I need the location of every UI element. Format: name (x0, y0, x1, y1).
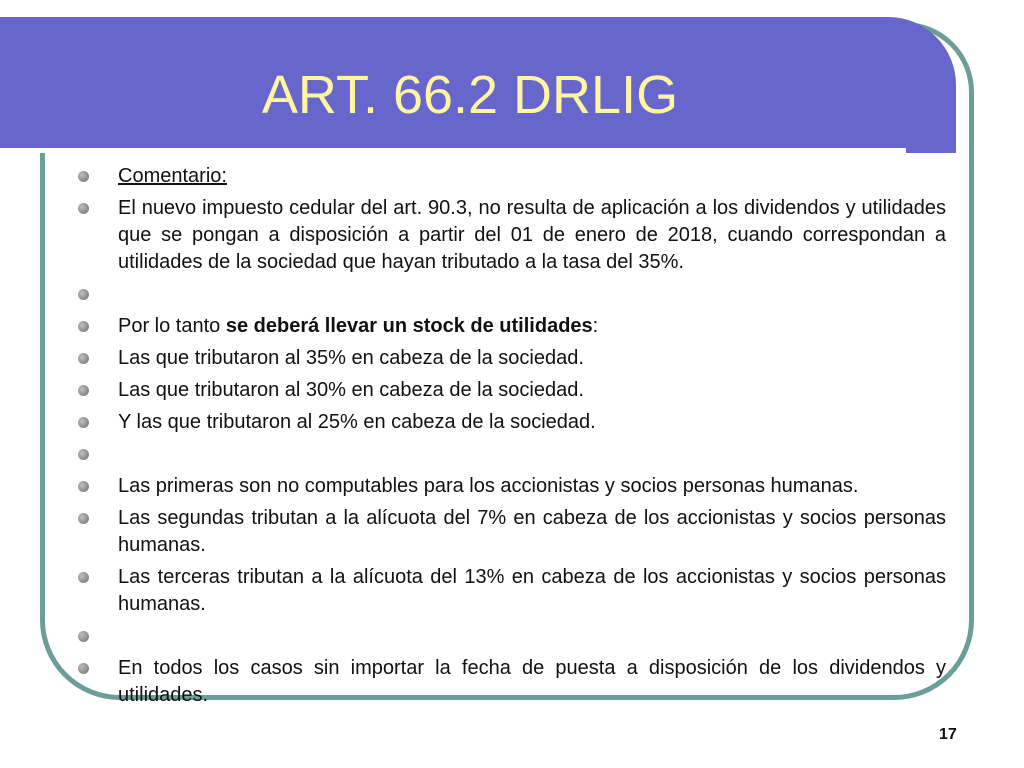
bullet-icon (78, 289, 89, 300)
list-item (78, 313, 946, 340)
bullet-list (78, 163, 946, 714)
bullet-icon (78, 385, 89, 396)
bullet-text: Las que tributaron al 30% en cabeza de la sociedad. (118, 379, 584, 401)
bullet-icon (78, 513, 89, 524)
list-item (78, 655, 946, 709)
bullet-text-prefix: Por lo tanto (118, 315, 226, 337)
bullet-text: El nuevo impuesto cedular del art. 90.3, no resulta de aplicación a los dividendos y utilidades que se pongan a disposición a partir del 01 de enero de 2018, cuando correspondan a utilidades de la sociedad que hayan tributado a la tasa del 35%. (118, 197, 946, 273)
list-item (78, 409, 946, 436)
bullet-icon (78, 481, 89, 492)
bullet-icon (78, 321, 89, 332)
list-item-empty (78, 623, 946, 650)
bullet-icon (78, 203, 89, 214)
list-item (78, 345, 946, 372)
bullet-text: Las segundas tributan a la alícuota del 7% en cabeza de los accionistas y socios personas humanas. (118, 507, 946, 556)
bullet-text-suffix: : (592, 315, 599, 337)
list-item (78, 564, 946, 618)
slide-title: ART. 66.2 DRLIG (261, 65, 679, 125)
bullet-icon (78, 663, 89, 674)
list-item (78, 505, 946, 559)
comentario-label: Comentario: (118, 165, 227, 187)
bullet-text: Y las que tributaron al 25% en cabeza de la sociedad. (118, 411, 596, 433)
bullet-text: Las primeras son no computables para los accionistas y socios personas humanas. (118, 475, 859, 497)
title-divider (0, 148, 906, 153)
bullet-icon (78, 353, 89, 364)
bullet-icon (78, 572, 89, 583)
bullet-icon (78, 171, 89, 182)
bullet-text: Las terceras tributan a la alícuota del 13% en cabeza de los accionistas y socios personas humanas. (118, 566, 946, 615)
title-bar (0, 17, 956, 153)
list-item (78, 377, 946, 404)
list-item (78, 195, 946, 276)
bullet-icon (78, 417, 89, 428)
list-item (78, 473, 946, 500)
page-number: 17 (939, 726, 957, 743)
bullet-text-bold: se deberá llevar un stock de utilidades (225, 315, 593, 337)
list-item (78, 163, 946, 190)
bullet-icon (78, 449, 89, 460)
list-item-empty (78, 441, 946, 468)
list-item-empty (78, 281, 946, 308)
bullet-text: En todos los casos sin importar la fecha de puesta a disposición de los dividendos y utilidades. (118, 657, 946, 706)
bullet-icon (78, 631, 89, 642)
bullet-text: Las que tributaron al 35% en cabeza de la sociedad. (118, 347, 584, 369)
